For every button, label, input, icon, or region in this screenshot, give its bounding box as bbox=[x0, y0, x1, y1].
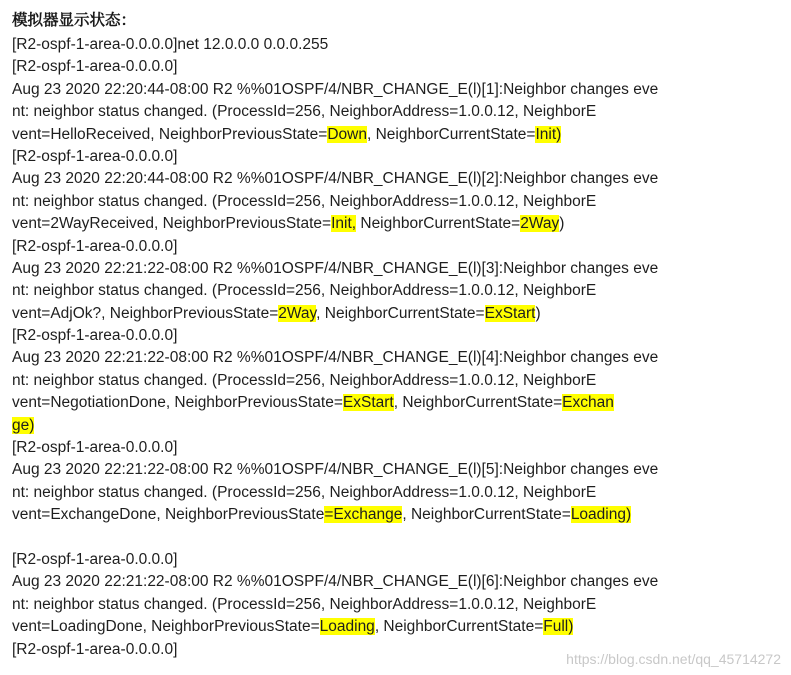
log-text: , NeighborCurrentState= bbox=[393, 394, 563, 412]
log-line bbox=[12, 415, 782, 437]
log-text: nt: neighbor status changed. (ProcessId=256, NeighborAddress=1.0.0.12, NeighborE bbox=[12, 483, 597, 501]
log-line bbox=[12, 79, 782, 101]
log-text: [R2-ospf-1-area-0.0.0.0] bbox=[12, 147, 178, 165]
log-line bbox=[12, 303, 782, 325]
log-text: [R2-ospf-1-area-0.0.0.0]net 12.0.0.0 0.0.0.255 bbox=[12, 36, 329, 53]
log-line bbox=[12, 56, 782, 78]
log-line bbox=[12, 34, 782, 56]
log-text: , NeighborCurrentState= bbox=[316, 304, 485, 322]
highlighted-state: ExStart bbox=[484, 304, 536, 322]
log-line bbox=[12, 236, 782, 258]
log-line bbox=[12, 213, 782, 235]
log-text: Aug 23 2020 22:21:22-08:00 R2 %%01OSPF/4/NBR_CHANGE_E(l)[5]:Neighbor changes eve bbox=[12, 461, 659, 479]
log-text: nt: neighbor status changed. (ProcessId=256, NeighborAddress=1.0.0.12, NeighborE bbox=[12, 371, 597, 389]
log-text: vent=HelloReceived, NeighborPreviousState= bbox=[12, 125, 328, 143]
log-text: NeighborCurrentState= bbox=[356, 215, 521, 233]
log-line bbox=[12, 325, 782, 347]
log-line bbox=[12, 482, 782, 504]
log-output bbox=[12, 34, 782, 661]
log-text: [R2-ospf-1-area-0.0.0.0] bbox=[12, 640, 178, 658]
highlighted-state: Init) bbox=[535, 125, 562, 143]
log-line bbox=[12, 504, 782, 526]
log-text: , NeighborCurrentState= bbox=[367, 125, 536, 143]
highlighted-state: Loading bbox=[319, 618, 375, 636]
highlighted-state: 2Way bbox=[278, 304, 317, 322]
log-line bbox=[12, 191, 782, 213]
log-line bbox=[12, 616, 782, 638]
highlighted-state: ge) bbox=[12, 416, 35, 434]
log-text: [R2-ospf-1-area-0.0.0.0] bbox=[12, 58, 178, 76]
log-line bbox=[12, 347, 782, 369]
log-text: [R2-ospf-1-area-0.0.0.0] bbox=[12, 439, 178, 457]
log-text: Aug 23 2020 22:20:44-08:00 R2 %%01OSPF/4/NBR_CHANGE_E(l)[2]:Neighbor changes eve bbox=[12, 170, 659, 188]
log-line bbox=[12, 437, 782, 459]
log-text: vent=2WayReceived, NeighborPreviousState= bbox=[12, 215, 332, 233]
log-text: vent=ExchangeDone, NeighborPreviousState bbox=[12, 506, 325, 524]
log-text: nt: neighbor status changed. (ProcessId=256, NeighborAddress=1.0.0.12, NeighborE bbox=[12, 595, 597, 613]
log-text: [R2-ospf-1-area-0.0.0.0] bbox=[12, 550, 178, 568]
log-line bbox=[12, 392, 782, 414]
highlighted-state: Down bbox=[327, 125, 367, 143]
log-text: vent=NegotiationDone, NeighborPreviousState= bbox=[12, 394, 343, 412]
log-text: Aug 23 2020 22:21:22-08:00 R2 %%01OSPF/4/NBR_CHANGE_E(l)[3]:Neighbor changes eve bbox=[12, 259, 659, 277]
log-text: ) bbox=[559, 215, 565, 233]
log-text: , NeighborCurrentState= bbox=[374, 618, 544, 636]
log-text: nt: neighbor status changed. (ProcessId=256, NeighborAddress=1.0.0.12, NeighborE bbox=[12, 192, 597, 210]
log-text: Aug 23 2020 22:21:22-08:00 R2 %%01OSPF/4/NBR_CHANGE_E(l)[4]:Neighbor changes eve bbox=[12, 349, 659, 367]
log-text: ) bbox=[535, 304, 541, 322]
log-text: Aug 23 2020 22:20:44-08:00 R2 %%01OSPF/4/NBR_CHANGE_E(l)[1]:Neighbor changes eve bbox=[12, 80, 659, 98]
log-line bbox=[12, 370, 782, 392]
watermark: https://blog.csdn.net/qq_45714272 bbox=[566, 651, 781, 667]
log-text: [R2-ospf-1-area-0.0.0.0] bbox=[12, 327, 178, 345]
highlighted-state: Full) bbox=[543, 618, 574, 636]
highlighted-state: Exchan bbox=[562, 394, 614, 412]
log-text: , NeighborCurrentState= bbox=[402, 506, 571, 524]
log-line bbox=[12, 549, 782, 571]
log-line bbox=[12, 146, 782, 168]
log-text: nt: neighbor status changed. (ProcessId=256, NeighborAddress=1.0.0.12, NeighborE bbox=[12, 103, 597, 121]
log-line bbox=[12, 594, 782, 616]
log-line bbox=[12, 258, 782, 280]
blank-line bbox=[12, 527, 782, 549]
document-body bbox=[12, 8, 782, 661]
log-text: nt: neighbor status changed. (ProcessId=256, NeighborAddress=1.0.0.12, NeighborE bbox=[12, 282, 597, 300]
log-text: vent=AdjOk?, NeighborPreviousState= bbox=[12, 304, 279, 322]
highlighted-state: Loading) bbox=[570, 506, 632, 524]
log-text: [R2-ospf-1-area-0.0.0.0] bbox=[12, 237, 178, 255]
log-line bbox=[12, 280, 782, 302]
log-line bbox=[12, 459, 782, 481]
highlighted-state: =Exchange bbox=[324, 506, 403, 524]
log-text: Aug 23 2020 22:21:22-08:00 R2 %%01OSPF/4/NBR_CHANGE_E(l)[6]:Neighbor changes eve bbox=[12, 573, 659, 591]
highlighted-state: 2Way bbox=[520, 215, 560, 233]
log-line bbox=[12, 168, 782, 190]
section-heading: 模拟器显示状态： bbox=[12, 11, 137, 29]
log-line bbox=[12, 124, 782, 146]
log-line bbox=[12, 571, 782, 593]
log-line bbox=[12, 101, 782, 123]
highlighted-state: Init, bbox=[331, 215, 357, 233]
log-text: vent=LoadingDone, NeighborPreviousState= bbox=[12, 618, 320, 636]
highlighted-state: ExStart bbox=[342, 394, 394, 412]
